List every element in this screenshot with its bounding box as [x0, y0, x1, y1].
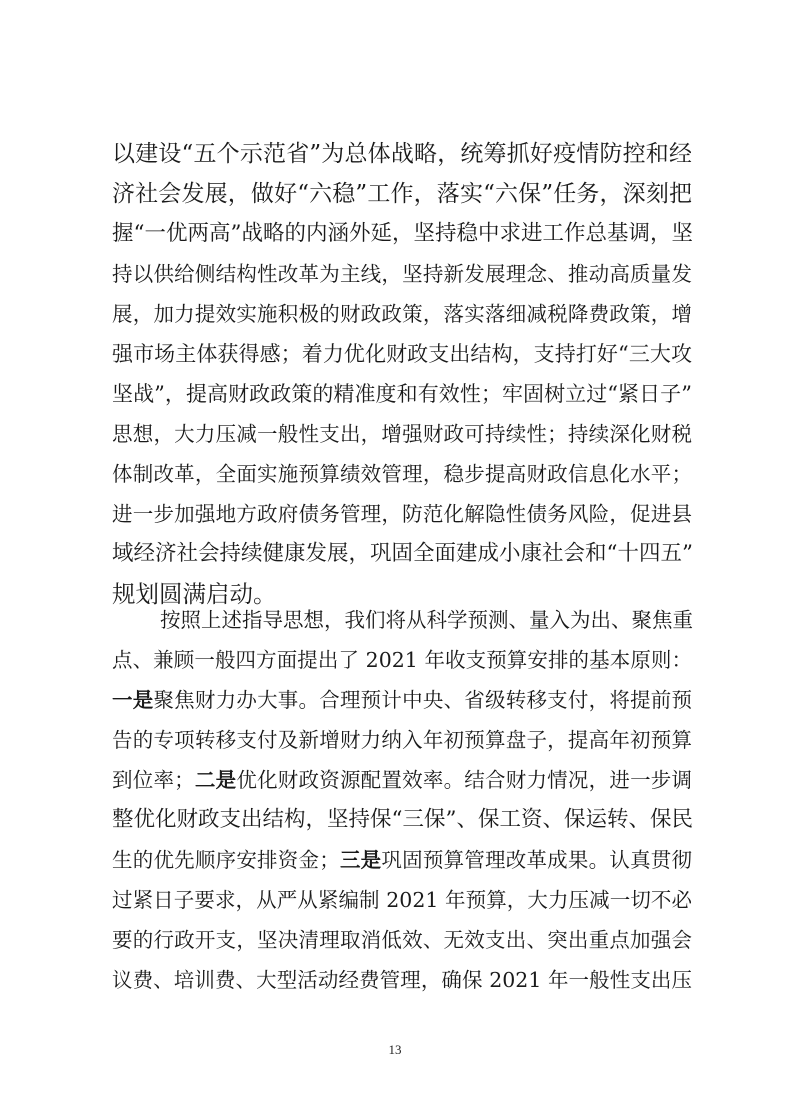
text-span: 生的优先顺序安排资金；: [112, 848, 340, 872]
text-span: 到位率；: [112, 768, 195, 792]
text-span: 聚焦财力办大事。合理预计中央、省级转移支付，将提前预: [153, 688, 693, 712]
text-line: [112, 840, 692, 880]
text-line: 济社会发展，做好“六稳”工作，落实“六保”任务，深刻把: [112, 181, 692, 207]
text-span: 巩固预算管理改革成果。认真贯彻: [381, 848, 693, 872]
text-line: 展，加力提效实施积极的财政政策，落实落细减税降费政策，增: [112, 302, 692, 326]
emphasis-second: 二是: [194, 768, 237, 792]
page-number: 13: [388, 1042, 402, 1057]
text-line: 按照上述指导思想，我们将从科学预测、量入为出、聚焦重: [160, 608, 693, 632]
text-line: 持以供给侧结构性改革为主线，坚持新发展理念、推动高质量发: [112, 262, 692, 286]
text-line: 告的专项转移支付及新增财力纳入年初预算盘子，提高年初预算: [112, 728, 692, 752]
text-line: 以建设“五个示范省”为总体战略，统筹抓好疫情防控和经: [112, 141, 692, 167]
text-line: 过紧日子要求，从严从紧编制 2021 年预算，大力压减一切不必: [112, 888, 692, 912]
text-span: 优化财政资源配置效率。结合财力情况，进一步调: [236, 768, 693, 792]
text-line: 握“一优两高”战略的内涵外延，坚持稳中求进工作总基调，坚: [112, 221, 693, 246]
text-line: 整优化财政支出结构，坚持保“三保”、保工资、保运转、保民: [112, 807, 693, 832]
text-line: [112, 680, 692, 720]
text-line: 议费、培训费、大型活动经费管理，确保 2021 年一般性支出压: [112, 968, 692, 992]
text-line: 坚战”，提高财政政策的精准度和有效性；牢固树立过“紧日子”: [112, 382, 692, 406]
emphasis-third: 三是: [339, 848, 382, 872]
text-line: 体制改革，全面实施预算绩效管理，稳步提高财政信息化水平；: [112, 462, 692, 486]
text-line: 要的行政开支，坚决清理取消低效、无效支出、突出重点加强会: [112, 928, 692, 952]
text-line: 域经济社会持续健康发展，巩固全面建成小康社会和“十四五”: [112, 541, 693, 566]
text-line: 点、兼顾一般四方面提出了 2021 年收支预算安排的基本原则：: [112, 648, 692, 672]
text-line: 强市场主体获得感；着力优化财政支出结构，支持打好“三大攻: [112, 342, 692, 366]
text-line: 规划圆满启动。: [112, 580, 277, 608]
text-line: 思想，大力压减一般性支出，增强财政可持续性；持续深化财税: [112, 422, 692, 446]
emphasis-first: 一是: [112, 688, 154, 712]
text-line: [112, 760, 692, 800]
text-line: 进一步加强地方政府债务管理，防范化解隐性债务风险，促进县: [112, 502, 692, 526]
